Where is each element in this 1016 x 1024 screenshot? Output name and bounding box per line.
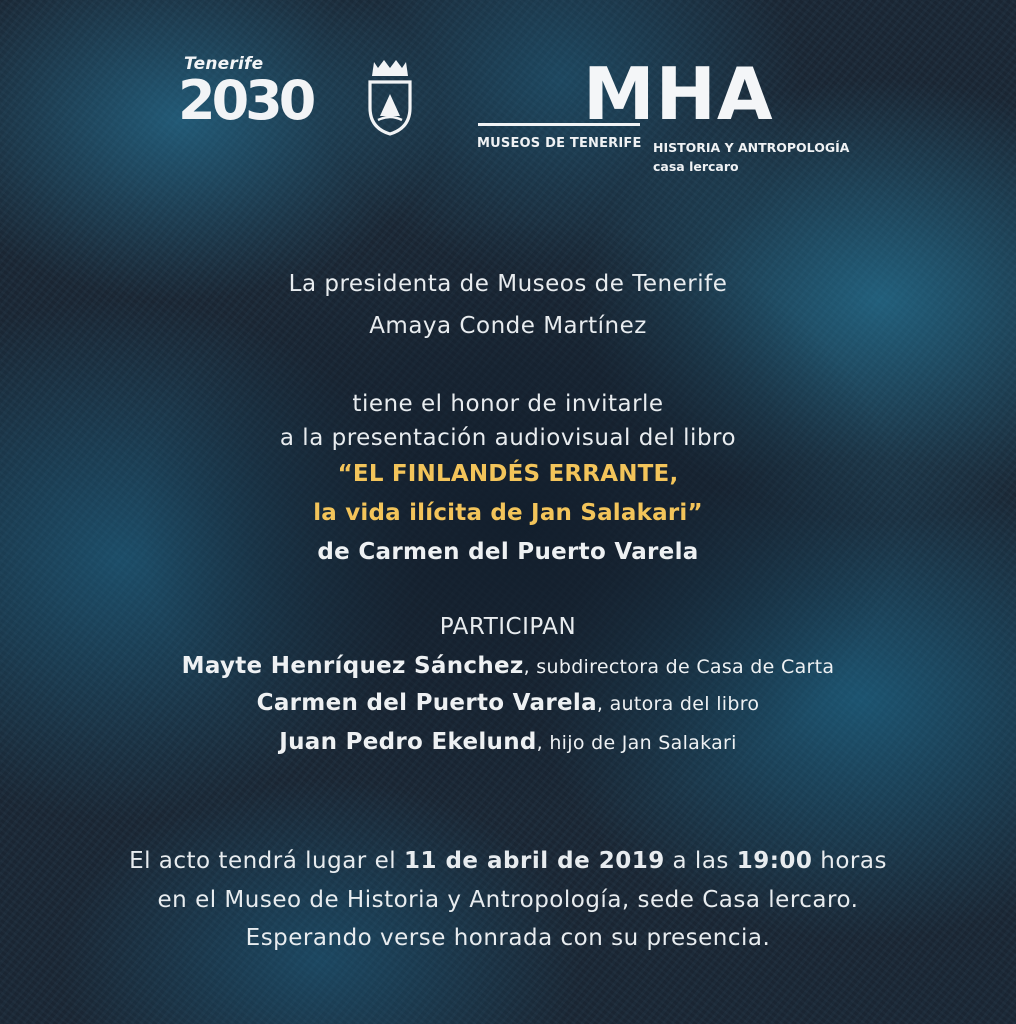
museos-de-tenerife-label: MUSEOS DE TENERIFE xyxy=(477,136,642,151)
event-line-1-suffix: horas xyxy=(812,848,887,874)
mha-logo xyxy=(475,52,875,184)
event-line-1-mid: a las xyxy=(664,848,737,874)
tenerife-2030-logo xyxy=(178,54,333,154)
historia-antropologia-label: HISTORIA Y ANTROPOLOGÍA xyxy=(653,140,850,155)
event-line-1 xyxy=(0,848,1016,874)
participant-row xyxy=(0,729,1016,755)
participant-role: , hijo de Jan Salakari xyxy=(536,732,737,754)
honor-line: tiene el honor de invitarle xyxy=(352,391,664,417)
book-title-line-2: la vida ilícita de Jan Salakari” xyxy=(313,500,703,526)
participant-name: Mayte Henríquez Sánchez xyxy=(181,653,524,679)
event-line-1-prefix: El acto tendrá lugar el xyxy=(129,848,404,874)
participant-row xyxy=(0,653,1016,679)
host-name: Amaya Conde Martínez xyxy=(369,313,647,339)
author-line: de Carmen del Puerto Varela xyxy=(317,539,699,565)
event-time: 19:00 xyxy=(736,848,813,874)
host-line: La presidenta de Museos de Tenerife xyxy=(288,271,728,297)
event-line-2: en el Museo de Historia y Antropología, sede Casa lercaro. xyxy=(157,887,859,913)
casa-lercaro-label: casa lercaro xyxy=(653,159,739,174)
participant-name: Juan Pedro Ekelund xyxy=(279,729,537,755)
book-title-line-1: “EL FINLANDÉS ERRANTE, xyxy=(337,461,679,487)
tenerife-logo-word: Tenerife xyxy=(184,54,264,74)
event-line-3: Esperando verse honrada con su presencia. xyxy=(245,925,771,951)
participants-heading: PARTICIPAN xyxy=(439,614,577,640)
participant-role: , subdirectora de Casa de Carta xyxy=(523,656,835,678)
presentation-line: a la presentación audiovisual del libro xyxy=(279,425,737,451)
participant-name: Carmen del Puerto Varela xyxy=(256,690,597,716)
participant-row xyxy=(0,690,1016,716)
tenerife-logo-year: 2030 xyxy=(178,69,313,132)
cabildo-crest-icon xyxy=(364,58,416,136)
event-date: 11 de abril de 2019 xyxy=(403,848,665,874)
mha-logo-letters: MHA xyxy=(583,52,774,136)
participant-role: , autora del libro xyxy=(596,693,760,715)
